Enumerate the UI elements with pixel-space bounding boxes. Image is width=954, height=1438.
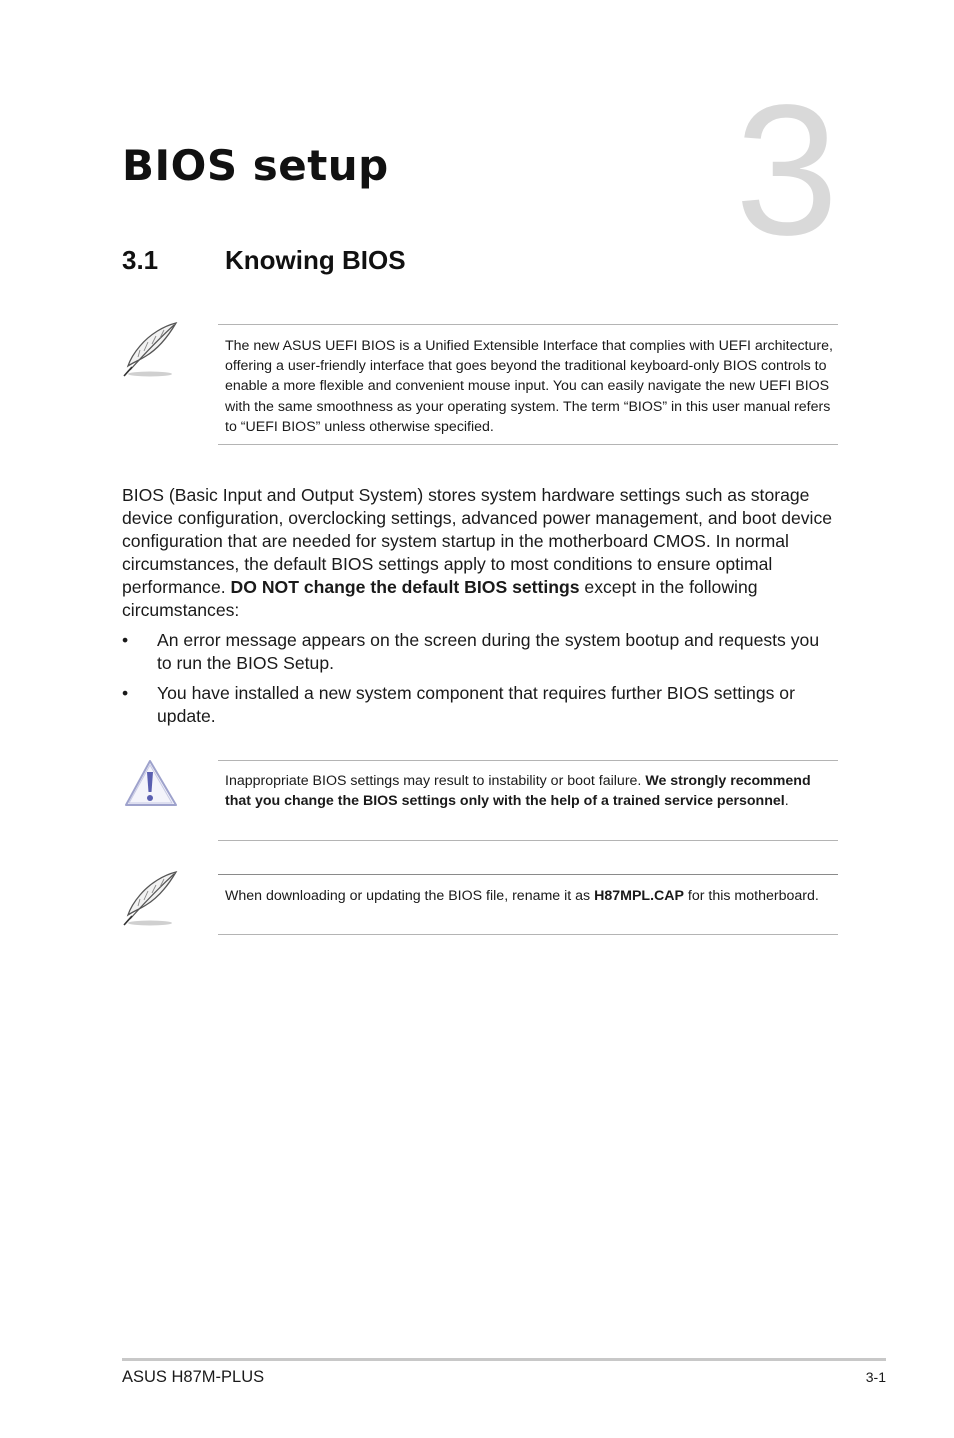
feather-note-icon [120,320,180,378]
footer-page-number: 3-1 [865,1369,886,1385]
uefi-note-text: The new ASUS UEFI BIOS is a Unified Extensible Interface that complies with UEFI architecture, offering a user-friendly interface that goes beyond the traditional keyboard-only BIOS controls to enable a more flexible and convenient mouse input. You can easily navigate the new UEFI BIOS with the same smoothness as your operating system. The term “BIOS” in this user manual refers to “UEFI BIOS” unless otherwise specified. [225,338,833,435]
uefi-note [218,324,838,445]
file-note-bold-text: H87MPL.CAP [594,888,684,904]
bios-file-note [218,874,838,935]
file-note-plain-text: When downloading or updating the BIOS file, rename it as [225,888,595,904]
intro-end-text: except in the following circumstances: [122,577,758,621]
warning-icon [124,759,180,809]
circumstance-list [122,629,838,735]
footer-rule [122,1358,886,1361]
bullet-dot: • [122,630,129,650]
chapter-number: 3 [735,67,839,274]
bullet-dot: • [122,683,129,704]
list-item [122,629,838,675]
list-item-text: An error message appears on the screen during the system bootup and requests you to run the BIOS Setup. [157,630,820,674]
warning-bold-text: We strongly recommend that you change the BIOS settings only with the help of a trained service personnel [225,773,811,810]
file-note-end-text: for this motherboard. [683,888,819,904]
intro-text: BIOS (Basic Input and Output System) stores system hardware settings such as storage device configuration, overclocking settings, advanced power management, and boot device configuration that are needed for system startup in the motherboard CMOS. In normal circumstances, the default BIOS settings apply to most conditions to ensure optimal performance. [122,485,833,598]
feather-note-icon [120,869,180,927]
intro-paragraph [122,484,838,623]
section-heading [122,243,406,277]
list-item [122,682,838,728]
warning-text [225,771,838,811]
bios-file-note-text [225,886,838,906]
section-title: Knowing BIOS [225,245,406,275]
warning-plain-text: Inappropriate BIOS settings may result to instability or boot failure. [225,773,646,789]
list-item-text: You have installed a new system component that requires further BIOS settings or update. [157,683,795,727]
chapter-title: BIOS setup [122,141,389,190]
section-number: 3.1 [122,245,159,275]
warning-end-text: . [784,793,789,810]
intro-bold-text: DO NOT change the default BIOS settings [230,577,580,598]
footer-product: ASUS H87M-PLUS [122,1368,265,1386]
warning-callout [218,760,838,841]
